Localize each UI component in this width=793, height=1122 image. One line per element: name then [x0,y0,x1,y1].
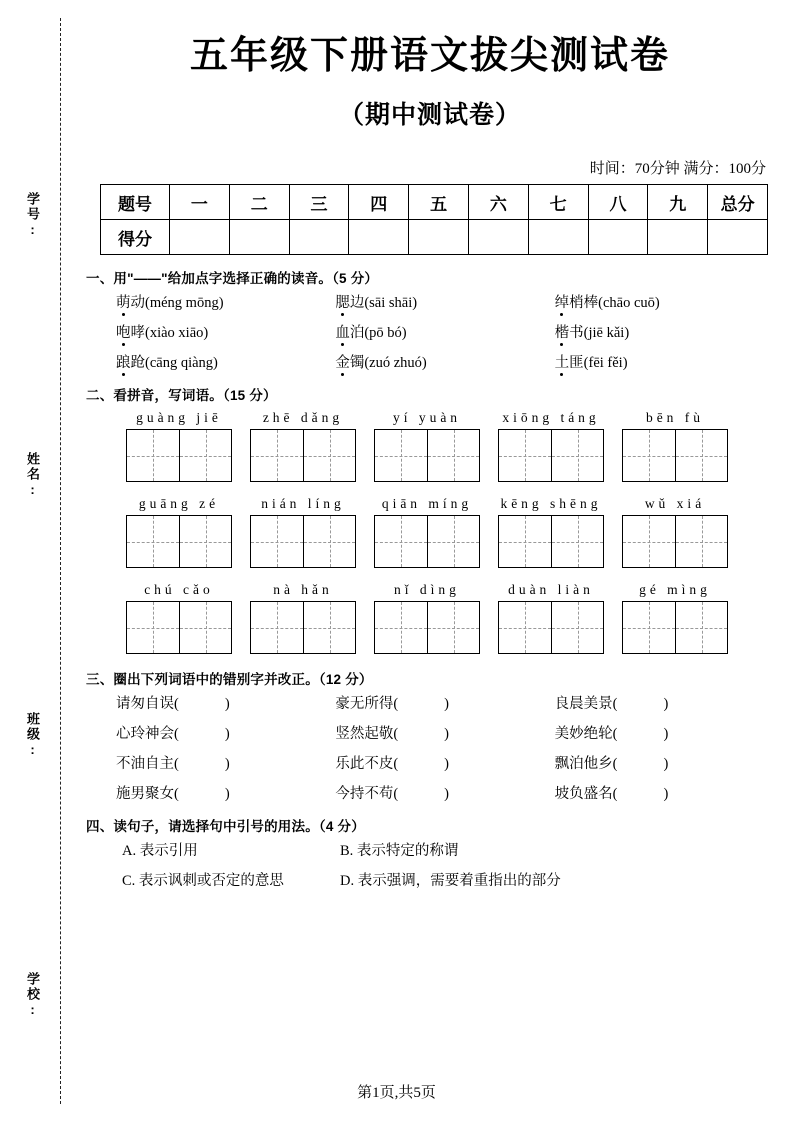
grid-half [179,430,231,481]
grid-half [251,602,303,653]
q2-row [126,410,774,482]
margin-label-student-id: 学号: [25,192,40,239]
q3-row [116,752,774,773]
tianzige-grid[interactable] [126,601,232,654]
grid-half [179,516,231,567]
q3-row [116,722,774,743]
margin-label-name: 姓名: [25,452,40,499]
q1-item[interactable] [116,321,335,342]
q1-item[interactable] [335,351,554,372]
score-table-cell: 总分 [708,185,768,220]
q2-grid-cell[interactable] [498,601,604,654]
q1-item-text: 镯(zuó zhuó) [349,355,427,371]
q2-grid-cell[interactable] [250,515,356,568]
grid-half [551,516,603,567]
score-entry-cell[interactable] [648,220,708,255]
tianzige-grid[interactable] [622,429,728,482]
q1-dotted-char: 血 [335,325,350,341]
q1-item[interactable] [335,321,554,342]
q1-row [116,321,774,342]
tianzige-grid[interactable] [250,429,356,482]
question-2-title: 二、看拼音，写词语。（15 分） [86,388,277,403]
q1-dotted-char: 踉 [116,355,131,371]
page-title: 五年级下册语文拔尖测试卷 [189,35,670,77]
q1-item-text: 梢棒(chāo cuō) [569,295,660,311]
tianzige-grid[interactable] [250,601,356,654]
q3-word: 不油自主( [116,756,179,772]
q4-option-d[interactable]: D. 表示强调，需要着重指出的部分 [340,873,561,889]
q3-item[interactable] [555,752,774,773]
score-entry-cell[interactable] [289,220,349,255]
q2-grid-cell[interactable] [622,601,728,654]
grid-half [127,516,179,567]
grid-half [623,602,675,653]
grid-half [427,430,479,481]
q3-item[interactable] [116,692,335,713]
q3-paren-close: ) [224,786,230,802]
q1-dotted-char: 腮 [335,295,350,311]
q1-dotted-char: 土 [554,355,570,371]
score-entry-cell[interactable] [588,220,648,255]
q3-word: 心玲神会( [116,726,179,742]
q3-item[interactable] [116,752,335,773]
score-entry-cell[interactable] [708,220,768,255]
q1-item[interactable] [555,321,774,342]
q1-item-text: 动(méng mōng) [130,295,224,311]
question-1-title: 一、用"——"给加点字选择正确的读音。（5 分） [86,271,379,286]
tianzige-grid[interactable] [622,601,728,654]
q2-grid-cell[interactable] [498,429,604,482]
q3-word: 竖然起敬( [335,726,399,742]
grid-half [375,430,427,481]
content-column [86,0,774,899]
question-4-title: 四、读句子，请选择句中引号的用法。（4 分） [86,819,365,834]
q3-paren-close: ) [444,756,450,772]
q1-dotted-char: 绰 [554,295,570,311]
grid-half [675,602,727,653]
question-3-title: 三、圈出下列词语中的错别字并改正。（12 分） [86,672,373,687]
tianzige-grid[interactable] [250,515,356,568]
q1-item-text: 边(sāi shāi) [349,295,418,311]
q3-item[interactable] [555,722,774,743]
q2-grid-cell[interactable] [374,515,480,568]
q3-word: 施男聚女( [116,786,179,802]
q3-paren-close: ) [224,726,230,742]
grid-half [499,602,551,653]
q2-pinyin: guàng jiē [136,410,222,425]
q3-item[interactable] [335,692,554,713]
q1-item-text: 跄(cāng qiàng) [130,355,218,371]
q3-paren-close: ) [224,756,230,772]
q3-item[interactable] [335,782,554,803]
score-entry-cell[interactable] [409,220,469,255]
left-dashed-divider [60,18,61,1104]
q4-option-c[interactable]: C. 表示讽刺或否定的意思 [122,873,284,889]
grid-half [499,430,551,481]
q1-row [116,291,774,312]
score-table-cell: 题号 [101,185,170,220]
q2-grid-cell[interactable] [250,429,356,482]
q2-pinyin: duàn liàn [508,582,594,597]
q3-item[interactable] [335,752,554,773]
grid-half [623,516,675,567]
q2-pinyin: gé mìng [639,582,711,597]
grid-half [303,602,355,653]
q2-writing-grids [126,601,774,654]
q1-dotted-char: 咆 [116,325,131,341]
q3-word: 飘泊他乡( [554,756,618,772]
tianzige-grid[interactable] [374,601,480,654]
score-table-cell: 四 [349,185,409,220]
tianzige-grid[interactable] [498,429,604,482]
score-entry-cell[interactable] [170,220,230,255]
question-2-body [126,410,774,654]
tianzige-grid[interactable] [622,515,728,568]
q4-row [122,869,774,890]
grid-half [251,430,303,481]
q1-item-text: 哮(xiào xiāo) [130,325,209,341]
q2-pinyin-labels [126,410,774,426]
q1-item[interactable] [555,351,774,372]
score-table-cell: 得分 [101,220,170,255]
q3-paren-close: ) [444,696,450,712]
score-table-cell: 五 [409,185,469,220]
q2-writing-grids [126,429,774,482]
grid-half [427,602,479,653]
q1-dotted-char: 楷 [554,325,570,341]
q2-grid-cell[interactable] [126,429,232,482]
page-subtitle: （期中测试卷） [338,102,521,129]
q2-grid-cell[interactable] [126,601,232,654]
q2-pinyin: nà hǎn [273,582,333,597]
q1-row [116,351,774,372]
q2-grid-cell[interactable] [250,601,356,654]
score-table [100,184,768,255]
q3-paren-close: ) [224,696,230,712]
tianzige-grid[interactable] [126,429,232,482]
tianzige-grid[interactable] [126,515,232,568]
grid-half [375,516,427,567]
q3-row [116,782,774,803]
score-entry-cell[interactable] [349,220,409,255]
score-entry-cell[interactable] [528,220,588,255]
grid-half [499,516,551,567]
score-table-cell: 六 [468,185,528,220]
q2-row [126,496,774,568]
q3-row [116,692,774,713]
q2-pinyin: wǔ xiá [644,496,706,511]
margin-label-class: 班级: [25,712,40,759]
q2-pinyin-labels [126,496,774,512]
page-footer: 第1页,共5页 [357,1085,436,1101]
q4-option-b[interactable]: B. 表示特定的称谓 [340,843,459,859]
score-entry-cell[interactable] [229,220,289,255]
score-entry-cell[interactable] [468,220,528,255]
question-4-body [122,839,774,890]
q3-item[interactable] [116,782,335,803]
table-row [101,220,768,255]
q2-pinyin: nián líng [261,496,345,511]
grid-half [303,516,355,567]
q3-paren-close: ) [663,726,669,742]
table-row [101,185,768,220]
grid-half [127,430,179,481]
grid-half [675,516,727,567]
q2-grid-cell[interactable] [374,601,480,654]
q3-item[interactable] [555,782,774,803]
grid-half [127,602,179,653]
question-1-body [116,291,774,372]
q1-dotted-char: 萌 [116,295,131,311]
score-table-cell: 二 [229,185,289,220]
q2-grid-cell[interactable] [622,515,728,568]
q3-item[interactable] [116,722,335,743]
q2-pinyin: bēn fù [645,410,705,425]
q1-item[interactable] [555,291,774,312]
q2-grid-cell[interactable] [374,429,480,482]
q1-item-text: 书(jiē kǎi) [569,325,630,341]
q1-item-text: 匪(fēi fěi) [569,355,628,371]
question-3-body [116,692,774,803]
score-table-cell: 七 [528,185,588,220]
tianzige-grid[interactable] [374,429,480,482]
q2-pinyin: xiōng táng [502,410,600,425]
q1-item[interactable] [116,351,335,372]
q3-item[interactable] [335,722,554,743]
q3-word: 良晨美景( [554,696,618,712]
q3-word: 请匆自误( [116,696,179,712]
q3-paren-close: ) [663,756,669,772]
q3-paren-close: ) [663,696,669,712]
q3-word: 乐此不皮( [335,756,399,772]
q2-grid-cell[interactable] [498,515,604,568]
q4-option-a[interactable]: A. 表示引用 [122,843,198,859]
tianzige-grid[interactable] [374,515,480,568]
q2-pinyin: chú cǎo [144,582,214,597]
tianzige-grid[interactable] [498,515,604,568]
q3-paren-close: ) [444,786,450,802]
q3-word: 今持不苟( [335,786,399,802]
time-and-total-score: 时间：70分钟 满分：100分 [589,161,766,177]
q2-pinyin: qiān míng [381,496,473,511]
score-table-cell: 一 [170,185,230,220]
margin-label-school: 学校: [25,972,40,1019]
q4-row [122,839,774,860]
grid-half [623,430,675,481]
q2-pinyin: kēng shēng [500,496,602,511]
q2-writing-grids [126,515,774,568]
q2-grid-cell[interactable] [622,429,728,482]
q2-pinyin: nǐ dìng [394,582,460,597]
q1-item-text: 泊(pō bó) [349,325,407,341]
grid-half [675,430,727,481]
tianzige-grid[interactable] [498,601,604,654]
q2-row [126,582,774,654]
q2-pinyin: guāng zé [138,496,220,511]
q3-word: 豪无所得( [335,696,399,712]
q2-pinyin-labels [126,582,774,598]
q2-grid-cell[interactable] [126,515,232,568]
q2-pinyin: zhē dǎng [262,410,344,425]
grid-half [551,430,603,481]
score-table-cell: 八 [588,185,648,220]
grid-half [303,430,355,481]
q3-item[interactable] [555,692,774,713]
grid-half [251,516,303,567]
q3-word: 坡负盛名( [554,786,618,802]
q3-word: 美妙绝轮( [554,726,618,742]
q2-pinyin: yí yuàn [392,410,462,425]
score-table-cell: 九 [648,185,708,220]
q1-item[interactable] [116,291,335,312]
q1-dotted-char: 金 [335,355,350,371]
score-table-cell: 三 [289,185,349,220]
q1-item[interactable] [335,291,554,312]
grid-half [375,602,427,653]
grid-half [179,602,231,653]
q3-paren-close: ) [444,726,450,742]
grid-half [427,516,479,567]
q3-paren-close: ) [663,786,669,802]
grid-half [551,602,603,653]
